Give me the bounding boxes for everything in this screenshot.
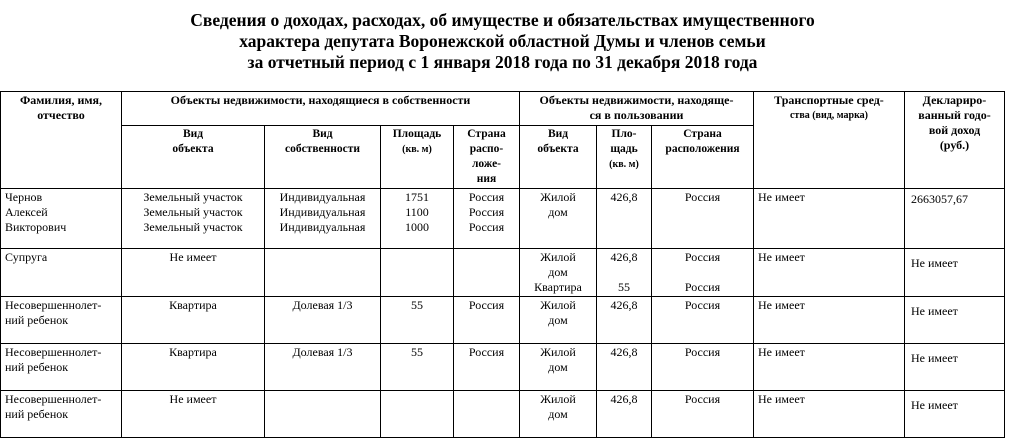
table-row: [1, 391, 1005, 438]
cell-owned-type: [122, 344, 265, 391]
used-type-line: Квартира: [534, 280, 582, 294]
income-value: Не имеет: [911, 351, 958, 365]
header-owned-type-line: объекта: [172, 143, 214, 155]
cell-ownership: [265, 297, 381, 344]
area-line: 1751: [405, 190, 429, 204]
cell-used-country: Россия: [652, 297, 754, 344]
title-line-3: за отчетный период с 1 января 2018 года по 31 декабря 2018 года: [247, 52, 758, 72]
country-line: Россия: [468, 205, 505, 219]
used-type-line: дом: [548, 407, 568, 421]
cell-used-type: [520, 344, 597, 391]
header-ownership-line: собственности: [284, 143, 361, 155]
area-line: 55: [411, 298, 423, 312]
header-ownership: [265, 126, 381, 189]
title-line-2: характера депутата Воронежской областной Думы и членов семьи: [239, 31, 766, 51]
used-type-line: Жилой: [540, 345, 576, 359]
name-line: ний ребенок: [5, 407, 69, 421]
cell-income: [905, 297, 1005, 344]
header-owned-country-line: ложе-: [471, 158, 502, 170]
cell-country: [454, 249, 520, 297]
cell-name: [1, 391, 122, 438]
used-type-line: дом: [548, 205, 568, 219]
cell-area: [381, 391, 454, 438]
declaration-table: [0, 91, 1005, 438]
cell-area: [381, 297, 454, 344]
cell-country: [454, 391, 520, 438]
header-used-type: [520, 126, 597, 189]
country-line: Россия: [468, 190, 505, 204]
cell-transport: Не имеет: [754, 391, 905, 438]
income-value: Не имеет: [911, 304, 958, 318]
cell-country: [454, 189, 520, 249]
cell-area: [381, 189, 454, 249]
header-used-line: Объекты недвижимости, находяще-: [539, 93, 734, 107]
owned-type-line: Земельный участок: [143, 220, 243, 234]
header-used-type-line: объекта: [537, 143, 579, 155]
used-type-line: Жилой: [540, 298, 576, 312]
header-used-area-line: Пло-: [611, 128, 637, 140]
cell-ownership: [265, 344, 381, 391]
cell-name: [1, 189, 122, 249]
cell-used-type: [520, 391, 597, 438]
used-type-line: Жилой: [540, 250, 576, 264]
header-ownership-line: Вид: [312, 128, 333, 140]
header-used-area: [597, 126, 652, 189]
income-value: Не имеет: [911, 398, 958, 412]
name-line: Несовершеннолет-: [5, 392, 102, 406]
header-income: [905, 92, 1005, 189]
header-owned-type-line: Вид: [182, 128, 204, 140]
name-line: Несовершеннолет-: [5, 345, 102, 359]
cell-ownership: [265, 391, 381, 438]
cell-name: [1, 344, 122, 391]
cell-transport: Не имеет: [754, 297, 905, 344]
owned-type-line: Квартира: [169, 345, 217, 359]
header-transport-line: ства (вид, марка): [789, 110, 869, 121]
cell-ownership: [265, 189, 381, 249]
cell-income: [905, 391, 1005, 438]
cell-owned-type: [122, 249, 265, 297]
cell-income: [905, 344, 1005, 391]
income-value: Не имеет: [911, 256, 958, 270]
header-used-area-line: (кв. м): [609, 159, 639, 170]
header-owned-country: [454, 126, 520, 189]
document-title: [0, 10, 1005, 73]
owned-type-line: Не имеет: [169, 392, 217, 406]
country-line: Россия: [468, 298, 505, 312]
header-owned-group: Объекты недвижимости, находящиеся в собственности: [122, 92, 520, 126]
cell-area: [381, 344, 454, 391]
used-country-line: Россия: [684, 250, 721, 264]
cell-used-area: 426,8: [597, 391, 652, 438]
ownership-line: Долевая 1/3: [292, 345, 353, 359]
used-type-line: дом: [548, 313, 568, 327]
name-line: Несовершеннолет-: [5, 298, 102, 312]
cell-ownership: [265, 249, 381, 297]
title-line-1: Сведения о доходах, расходах, об имуществе и обязательствах имущественного: [190, 10, 815, 30]
name-line: Алексей: [5, 205, 48, 219]
cell-used-area: 426,8: [597, 344, 652, 391]
owned-type-line: Земельный участок: [143, 205, 243, 219]
cell-income: [905, 189, 1005, 249]
table-row: [1, 344, 1005, 391]
used-type-line: дом: [548, 360, 568, 374]
used-type-line: Жилой: [540, 392, 576, 406]
name-line: Викторович: [5, 220, 67, 234]
income-value: 2663057,67: [911, 192, 968, 206]
area-line: 55: [411, 345, 423, 359]
header-name-line: отчество: [37, 108, 85, 122]
used-area-line: 426,8: [610, 250, 638, 264]
cell-owned-type: [122, 189, 265, 249]
cell-country: [454, 297, 520, 344]
header-owned-type: [122, 126, 265, 189]
cell-name: [1, 297, 122, 344]
header-income-line: Деклариро-: [922, 93, 987, 107]
header-used-country: [652, 126, 754, 189]
header-income-line: ванный годо-: [918, 108, 991, 122]
ownership-line: Индивидуальная: [279, 190, 366, 204]
owned-type-line: Не имеет: [169, 250, 217, 264]
cell-transport: Не имеет: [754, 249, 905, 297]
cell-used-area: 426,8: [597, 297, 652, 344]
table-row: [1, 189, 1005, 249]
cell-used-area: [597, 249, 652, 297]
name-line: Чернов: [5, 190, 43, 204]
header-owned-area: [381, 126, 454, 189]
used-type-line: Жилой: [540, 190, 576, 204]
cell-transport: Не имеет: [754, 189, 905, 249]
cell-owned-type: [122, 297, 265, 344]
header-income-line: вой доход: [928, 123, 981, 137]
name-line: ний ребенок: [5, 313, 69, 327]
header-income-line: (руб.): [939, 138, 970, 152]
country-line: Россия: [468, 345, 505, 359]
cell-name: [1, 249, 122, 297]
ownership-line: Долевая 1/3: [292, 298, 353, 312]
table-row: [1, 249, 1005, 297]
cell-used-country: Россия: [652, 391, 754, 438]
cell-used-area: 426,8: [597, 189, 652, 249]
header-name: [1, 92, 122, 189]
cell-transport: Не имеет: [754, 344, 905, 391]
header-owned-country-line: распо-: [469, 143, 504, 155]
name-line: ний ребенок: [5, 360, 69, 374]
header-owned-area-line: (кв. м): [402, 144, 432, 155]
header-used-type-line: Вид: [547, 128, 569, 140]
used-area-line: 55: [618, 280, 630, 294]
ownership-line: Индивидуальная: [279, 220, 366, 234]
header-name-line: Фамилия, имя,: [19, 93, 103, 107]
header-owned-area-line: Площадь: [392, 128, 442, 140]
name-line: Супруга: [5, 250, 48, 264]
cell-used-country: Россия: [652, 344, 754, 391]
used-type-line: дом: [548, 265, 568, 279]
cell-area: [381, 249, 454, 297]
cell-used-country: [652, 249, 754, 297]
ownership-line: Индивидуальная: [279, 205, 366, 219]
cell-income: [905, 249, 1005, 297]
cell-used-type: [520, 249, 597, 297]
header-transport-line: Транспортные сред-: [774, 93, 884, 107]
area-line: 1000: [405, 220, 429, 234]
area-line: 1100: [405, 205, 429, 219]
owned-type-line: Квартира: [169, 298, 217, 312]
header-used-line: ся в пользовании: [589, 108, 684, 122]
cell-country: [454, 344, 520, 391]
cell-used-country: Россия: [652, 189, 754, 249]
cell-owned-type: [122, 391, 265, 438]
country-line: Россия: [468, 220, 505, 234]
used-country-line: Россия: [684, 280, 721, 294]
header-used-country-line: расположения: [665, 143, 740, 155]
cell-used-type: [520, 189, 597, 249]
header-owned-country-line: Страна: [467, 128, 506, 140]
header-used-country-line: Страна: [683, 128, 722, 140]
header-owned-country-line: ния: [476, 173, 497, 185]
cell-used-type: [520, 297, 597, 344]
header-transport: [754, 92, 905, 189]
table-row: [1, 297, 1005, 344]
header-used-group: [520, 92, 754, 126]
header-used-area-line: щадь: [610, 143, 638, 155]
owned-type-line: Земельный участок: [143, 190, 243, 204]
